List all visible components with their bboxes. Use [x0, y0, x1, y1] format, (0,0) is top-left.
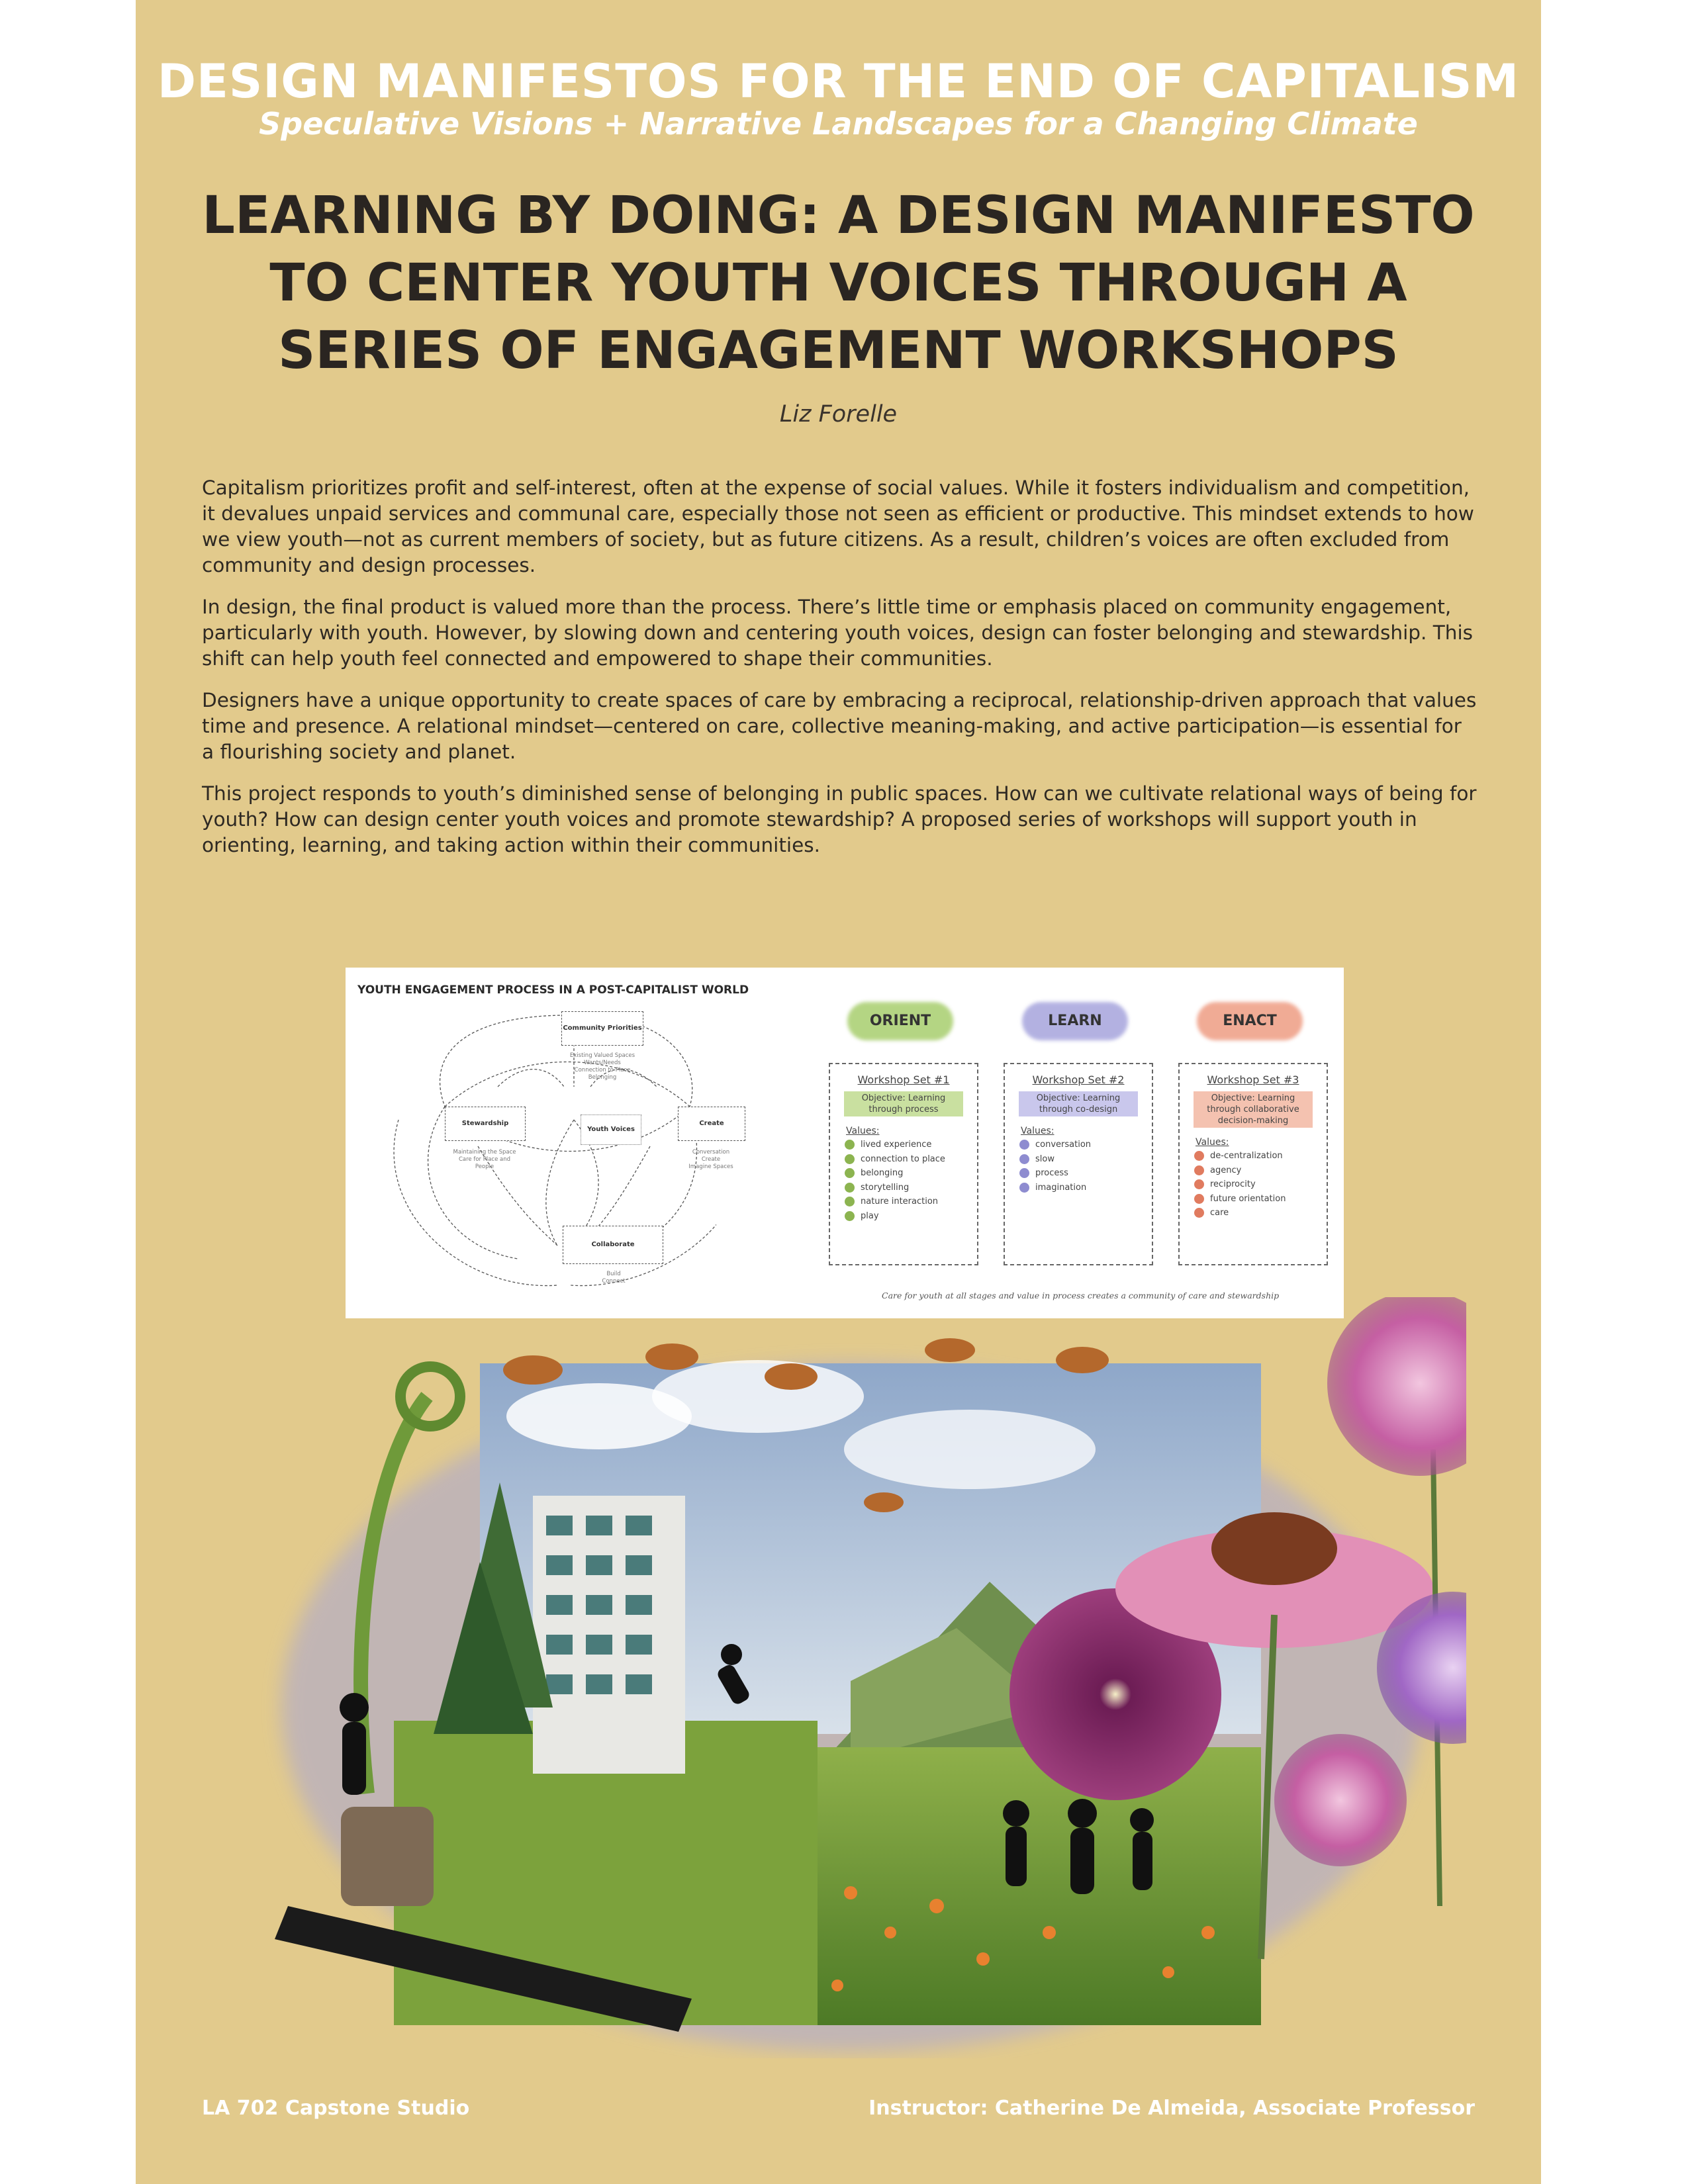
workshop-2-values [1005, 1138, 1152, 1195]
value-item: care [1194, 1206, 1327, 1220]
series-subtitle: Speculative Visions + Narrative Landscapes for a Changing Climate [259, 106, 1418, 142]
workshop-card-2 [1004, 1063, 1153, 1265]
node-stewardship: Stewardship [445, 1107, 526, 1141]
workshop-card-1 [829, 1063, 978, 1265]
paragraph-2: In design, the final product is valued more than the process. There’s little time or emphasis placed on community engagement, particularly with youth. However, by slowing down and centering youth voices, design can foster belonging and stewardship. This shift can help youth feel connected and empowered to shape their communities. [202, 596, 1474, 670]
author-name: Liz Forelle [779, 401, 898, 428]
value-item: de-centralization [1194, 1149, 1327, 1163]
value-icon [845, 1183, 855, 1193]
value-icon [845, 1140, 855, 1150]
process-diagram [346, 968, 1344, 1318]
workshop-1-values [830, 1138, 977, 1223]
value-item: imagination [1019, 1181, 1152, 1195]
manifesto-text [202, 475, 1479, 874]
value-item: connection to place [845, 1152, 977, 1167]
stage-learn-label: LEARN [1048, 1013, 1102, 1029]
title-line-1: LEARNING BY DOING: A DESIGN MANIFESTO [202, 186, 1475, 246]
value-item: storytelling [845, 1181, 977, 1195]
value-item: conversation [1019, 1138, 1152, 1152]
workshop-2-values-label: Values: [1021, 1126, 1055, 1136]
paragraph-1: Capitalism prioritizes profit and self-interest, often at the expense of social values. While it fosters individualism and competition, it devalues unpaid services and communal care, especially those not seen as efficient or productive. This mindset extends to how we view youth—not as current members of society, but as future citizens. As a result, children’s voices are often excluded from community and design processes. [202, 477, 1474, 576]
process-caption: Care for youth at all stages and value in process creates a community of care and stewardship [882, 1291, 1280, 1300]
title-line-3: SERIES OF ENGAGEMENT WORKSHOPS [278, 321, 1399, 381]
poster [136, 0, 1541, 2184]
meadow [798, 1747, 1261, 2025]
value-item: future orientation [1194, 1192, 1327, 1206]
value-icon [845, 1154, 855, 1164]
paragraph-3: Designers have a unique opportunity to create spaces of care by embracing a reciprocal, relationship-driven approach that values time and presence. A relational mindset—centered on care, collective meaning-making, and active participation—is essential for a flourishing society and planet. [202, 689, 1477, 763]
value-icon [1019, 1140, 1029, 1150]
paragraph-4: This project responds to youth’s diminished sense of belonging in public spaces. How can we cultivate relational ways of being for youth? How can design center youth voices and promote stewardship? A proposed series of workshops will support youth in orienting, learning, and taking action within their communities. [202, 782, 1477, 856]
page-title [136, 182, 1541, 385]
value-item: lived experience [845, 1138, 977, 1152]
stage-orient-label: ORIENT [869, 1013, 931, 1029]
process-title: YOUTH ENGAGEMENT PROCESS IN A POST-CAPITALIST WORLD [357, 983, 749, 997]
value-item: reciprocity [1194, 1177, 1327, 1192]
workshop-3-values-label: Values: [1196, 1137, 1229, 1148]
create-details: Conversation Create Imagine Spaces [688, 1149, 733, 1170]
value-icon [1194, 1151, 1204, 1161]
community-priorities-details: Existing Valued Spaces Wants/Needs Connection to Place Belonging [569, 1052, 635, 1081]
title-line-2: TO CENTER YOUTH VOICES THROUGH A [269, 253, 1407, 313]
workshop-3-name: Workshop Set #3 [1207, 1073, 1299, 1086]
allium-flower [1274, 1734, 1407, 1866]
value-icon [1194, 1194, 1204, 1204]
series-title: DESIGN MANIFESTOS FOR THE END OF CAPITALISM [157, 54, 1520, 109]
cloud [652, 1360, 864, 1433]
value-icon [1194, 1179, 1204, 1189]
fern-curl [400, 1367, 460, 1426]
value-icon [845, 1211, 855, 1221]
node-youth-voices: Youth Voices [581, 1115, 641, 1145]
stage-enact-label: ENACT [1223, 1013, 1277, 1029]
value-icon [1019, 1154, 1029, 1164]
value-icon [845, 1197, 855, 1206]
value-icon [1194, 1208, 1204, 1218]
footer-course: LA 702 Capstone Studio [202, 2097, 470, 2120]
stewardship-details: Maintaining the Space Care for Place and People [453, 1149, 516, 1170]
workshop-3-objective: Objective: Learning through collaborative decision-making [1194, 1091, 1313, 1128]
node-community-priorities: Community Priorities [561, 1011, 643, 1046]
node-create: Create [678, 1107, 745, 1141]
value-item: agency [1194, 1163, 1327, 1178]
value-icon [845, 1168, 855, 1178]
coneflower-center [1211, 1512, 1337, 1585]
allium-flower [1327, 1297, 1466, 1476]
value-item: play [845, 1209, 977, 1224]
workshop-2-name: Workshop Set #2 [1032, 1073, 1125, 1086]
value-item: slow [1019, 1152, 1152, 1167]
tree-stump [341, 1807, 434, 1906]
value-item: process [1019, 1166, 1152, 1181]
value-icon [1019, 1168, 1029, 1178]
collaborate-details: Build Connect [602, 1271, 626, 1285]
value-item: nature interaction [845, 1195, 977, 1209]
workshop-1-name: Workshop Set #1 [857, 1073, 950, 1086]
value-icon [1019, 1183, 1029, 1193]
landscape-collage-image [255, 1297, 1466, 2058]
value-item: belonging [845, 1166, 977, 1181]
workshop-1-objective: Objective: Learning through process [844, 1091, 963, 1116]
workshop-1-values-label: Values: [846, 1126, 880, 1136]
value-icon [1194, 1165, 1204, 1175]
workshop-2-objective: Objective: Learning through co-design [1019, 1091, 1138, 1116]
node-collaborate: Collaborate [563, 1226, 663, 1264]
workshop-card-3 [1178, 1063, 1328, 1265]
workshop-3-values [1180, 1149, 1327, 1220]
cloud [844, 1410, 1096, 1489]
footer-instructor: Instructor: Catherine De Almeida, Associate Professor [868, 2097, 1475, 2120]
